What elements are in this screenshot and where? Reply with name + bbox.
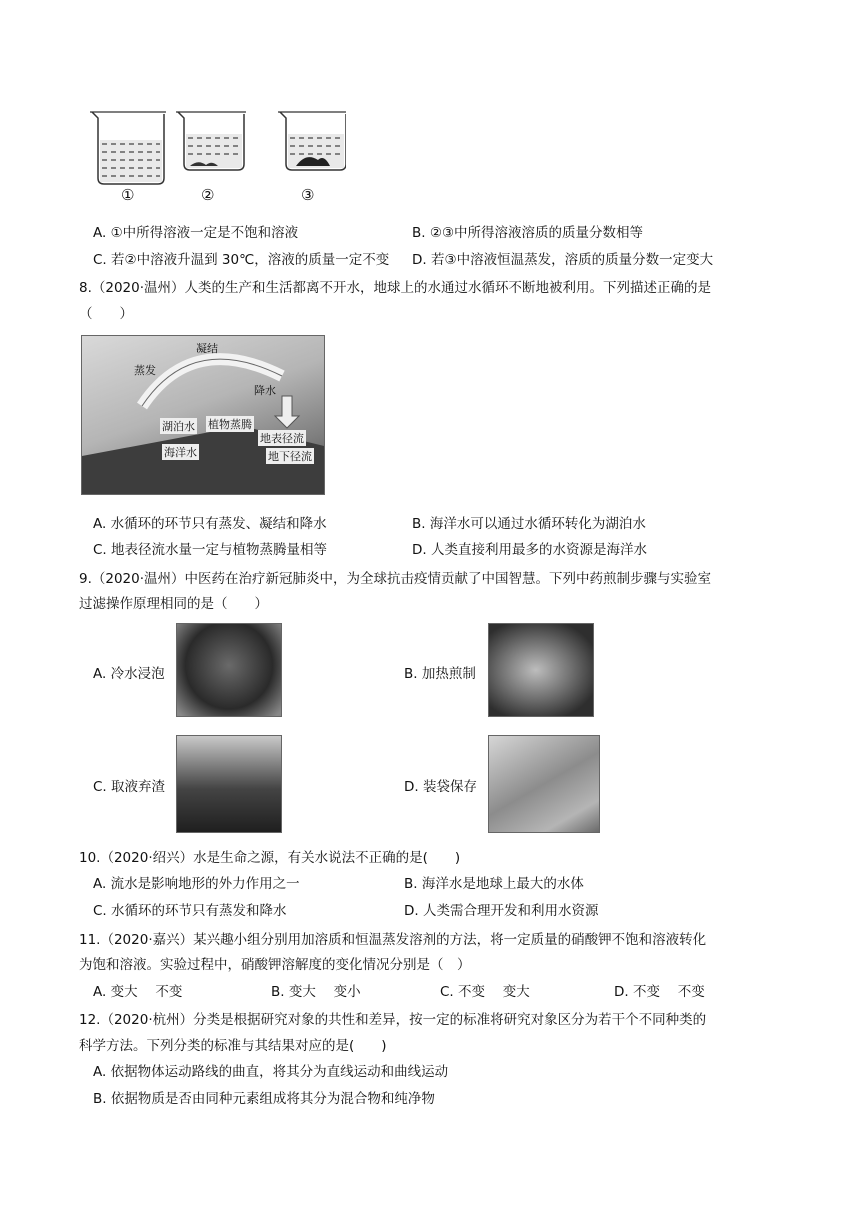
- water-cycle-arrows: [82, 336, 324, 494]
- q8-option-b[interactable]: B. 海洋水可以通过水循环转化为湖泊水: [412, 516, 646, 532]
- beaker-label-2: ②: [201, 186, 215, 204]
- beaker-label-3: ③: [301, 186, 315, 204]
- q8-stem: 8.（2020·温州）人类的生产和生活都离不开水，地球上的水通过水循环不断地被利用。下列描述正确的是: [79, 280, 712, 296]
- water-cycle-figure: [81, 335, 325, 495]
- label-transpiration: 植物蒸腾: [208, 418, 252, 431]
- q11-option-a[interactable]: A. 变大 不变: [93, 984, 183, 1000]
- q10-option-c[interactable]: C. 水循环的环节只有蒸发和降水: [93, 903, 287, 919]
- q9-option-d[interactable]: D. 装袋保存: [404, 779, 477, 795]
- label-ocean-water: 海洋水: [164, 446, 197, 459]
- q9-option-c[interactable]: C. 取液弃渣: [93, 779, 166, 795]
- q8-option-d[interactable]: D. 人类直接利用最多的水资源是海洋水: [412, 542, 647, 558]
- q11-stem-2: 为饱和溶液。实验过程中，硝酸钾溶解度的变化情况分别是（ ）: [79, 957, 471, 973]
- q9-stem-2: 过滤操作原理相同的是（ ）: [79, 596, 268, 612]
- q10-option-d[interactable]: D. 人类需合理开发和利用水资源: [404, 903, 599, 919]
- q12-option-a[interactable]: A. 依据物体运动路线的曲直，将其分为直线运动和曲线运动: [93, 1064, 449, 1080]
- pour-liquid-photo: [176, 735, 282, 833]
- q10-option-a[interactable]: A. 流水是影响地形的外力作用之一: [93, 876, 300, 892]
- q7-option-c[interactable]: C. 若②中溶液升温到 30℃，溶液的质量一定不变: [93, 252, 390, 268]
- q8-option-a[interactable]: A. 水循环的环节只有蒸发、凝结和降水: [93, 516, 327, 532]
- q7-option-d[interactable]: D. 若③中溶液恒温蒸发，溶质的质量分数一定变大: [412, 252, 714, 268]
- q11-stem: 11.（2020·嘉兴）某兴趣小组分别用加溶质和恒温蒸发溶剂的方法，将一定质量的硝酸钾不饱和溶液转化: [79, 932, 707, 948]
- q11-option-c[interactable]: C. 不变 变大: [440, 984, 530, 1000]
- q12-option-b[interactable]: B. 依据物质是否由同种元素组成将其分为混合物和纯净物: [93, 1091, 435, 1107]
- q10-option-b[interactable]: B. 海洋水是地球上最大的水体: [404, 876, 584, 892]
- soak-photo: [176, 623, 282, 717]
- q9-option-a[interactable]: A. 冷水浸泡: [93, 666, 165, 682]
- q7-option-b[interactable]: B. ②③中所得溶液溶质的质量分数相等: [412, 225, 644, 241]
- label-lake-water: 湖泊水: [162, 420, 195, 433]
- q12-stem: 12.（2020·杭州）分类是根据研究对象的共性和差异，按一定的标准将研究对象区分为若干个不同种类的: [79, 1012, 707, 1028]
- q8-option-c[interactable]: C. 地表径流水量一定与植物蒸腾量相等: [93, 542, 328, 558]
- decoct-photo: [488, 623, 594, 717]
- label-precipitation: 降水: [254, 384, 276, 397]
- q9-stem: 9.（2020·温州）中医药在治疗新冠肺炎中，为全球抗击疫情贡献了中国智慧。下列中药煎制步骤与实验室: [79, 571, 712, 587]
- q12-stem-2: 科学方法。下列分类的标准与其结果对应的是( ): [79, 1038, 387, 1054]
- label-condensation: 凝结: [196, 342, 218, 355]
- q11-option-d[interactable]: D. 不变 不变: [614, 984, 705, 1000]
- bagging-photo: [488, 735, 600, 833]
- q11-option-b[interactable]: B. 变大 变小: [271, 984, 361, 1000]
- beaker-1: [90, 112, 166, 184]
- beaker-label-1: ①: [121, 186, 135, 204]
- beaker-3: [278, 112, 346, 170]
- label-evaporation: 蒸发: [134, 364, 156, 377]
- beaker-2: [176, 112, 246, 170]
- q7-option-a[interactable]: A. ①中所得溶液一定是不饱和溶液: [93, 225, 299, 241]
- label-surface-runoff: 地表径流: [260, 432, 304, 445]
- q10-stem: 10.（2020·绍兴）水是生命之源，有关水说法不正确的是( ): [79, 850, 461, 866]
- q8-stem-paren: （ ）: [79, 306, 133, 322]
- label-groundwater-runoff: 地下径流: [268, 450, 312, 463]
- q9-option-b[interactable]: B. 加热煎制: [404, 666, 476, 682]
